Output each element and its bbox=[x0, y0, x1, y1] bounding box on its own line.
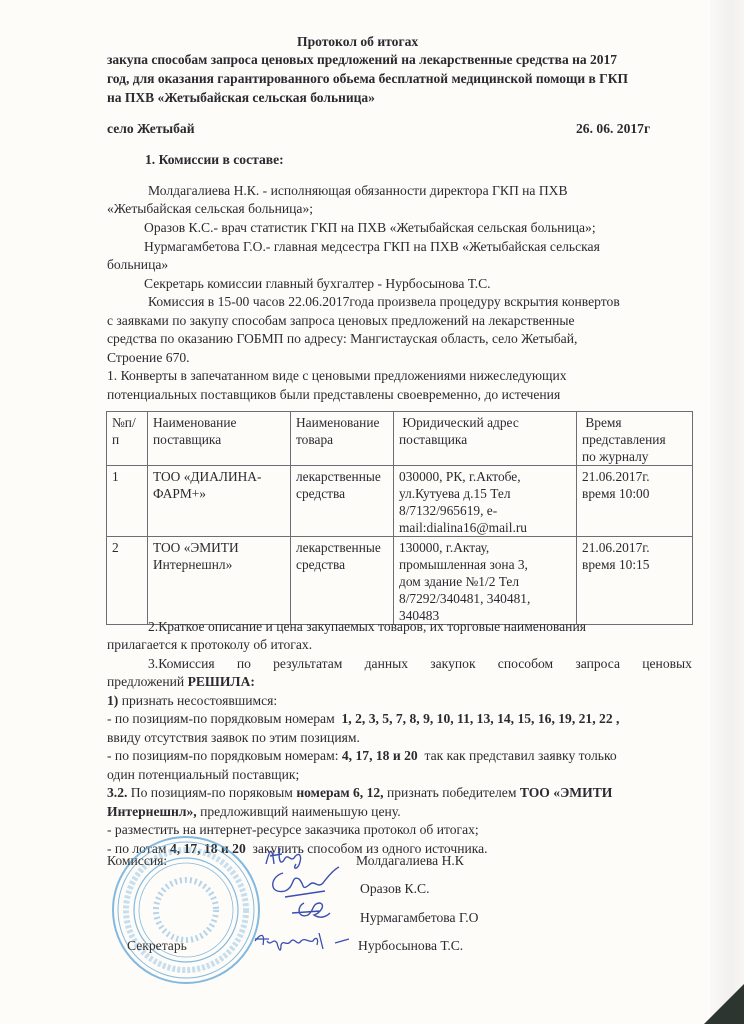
member-line: больница» bbox=[107, 257, 169, 272]
cell-goods: лекарственные средства bbox=[291, 466, 394, 537]
scan-corner-artifact bbox=[704, 984, 744, 1024]
positions-b-line: - по позициям-по порядковым номерам: 4, 17, 18 и 20 так как представил заявку только bbox=[107, 748, 617, 763]
signatory-name: Нурмагамбетова Г.О bbox=[360, 910, 479, 925]
item-3-2-line-2: Интернешнл», предложивщий наименьшую цену. bbox=[107, 804, 401, 819]
envelopes-line: потенциальных поставщиков были представлены своевременно, до истечения bbox=[107, 387, 561, 402]
procedure-line: Строение 670. bbox=[107, 350, 190, 365]
decision-line: предложений РЕШИЛА: bbox=[107, 674, 255, 689]
signatory-name: Молдагалиева Н.К bbox=[356, 853, 464, 868]
cell-number: 2 bbox=[107, 537, 148, 625]
member-line: Нурмагамбетова Г.О.- главная медсестра ГКП на ПХВ «Жетыбайская сельская bbox=[144, 239, 600, 254]
publish-line: - разместить на интернет-ресурсе заказчика протокол об итогах; bbox=[107, 822, 479, 837]
procedure-line: Комиссия в 15-00 часов 22.06.2017года произвела процедуру вскрытия конвертов bbox=[148, 294, 620, 309]
header-cell-supplier: Наименование поставщика bbox=[148, 412, 291, 466]
positions-b-line-2: один потенциальный поставщик; bbox=[107, 767, 300, 782]
item-1-line: 1) признать несостоявшимся: bbox=[107, 693, 278, 708]
cell-address: 130000, г.Актау, промышленная зона 3, дом здание №1/2 Тел 8/7292/340481, 340481, 340483 bbox=[394, 537, 577, 625]
scan-edge-shadow bbox=[710, 0, 744, 1024]
section-2-line: 2.Краткое описание и цена закупаемых товаров, их торговые наименования bbox=[148, 619, 586, 634]
section-2-line: прилагается к протоколу об итогах. bbox=[107, 637, 313, 652]
positions-a-line-2: ввиду отсутствия заявок по этим позициям. bbox=[107, 730, 360, 745]
signatory-name: Оразов К.С. bbox=[360, 881, 430, 896]
document-date: 26. 06. 2017г bbox=[576, 121, 651, 136]
cell-number: 1 bbox=[107, 466, 148, 537]
member-line: Оразов К.С.- врач статистик ГКП на ПХВ «Жетыбайская сельская больница»; bbox=[144, 220, 596, 235]
document-place: село Жетыбай bbox=[107, 121, 195, 136]
document-subtitle-line-2: год, для оказания гарантированного обьема бесплатной медицинской помощи в ГКП bbox=[107, 71, 629, 86]
secretary-label: Секретарь bbox=[127, 938, 187, 953]
positions-a-line: - по позициям-по порядковым номерам 1, 2, 3, 5, 7, 8, 9, 10, 11, 13, 14, 15, 16, 19, 21, 22 , bbox=[107, 711, 620, 726]
cell-address: 030000, РК, г.Актобе, ул.Кутуева д.15 Тел 8/7132/965619, e- mail:dialina16@mail.ru bbox=[394, 466, 577, 537]
suppliers-table bbox=[106, 411, 693, 625]
cell-goods: лекарственные средства bbox=[291, 537, 394, 625]
table-row bbox=[107, 537, 693, 625]
decision-label: РЕШИЛА: bbox=[187, 674, 255, 689]
document-subtitle-line-3: на ПХВ «Жетыбайская сельская больница» bbox=[107, 90, 375, 105]
member-line: Молдагалиева Н.К. - исполняющая обязанности директора ГКП на ПХВ bbox=[148, 183, 568, 198]
table-row bbox=[107, 466, 693, 537]
item-3-2-line: 3.2. По позициям-по поряковым номерам 6, 12, признать победителем ТОО «ЭМИТИ bbox=[107, 785, 613, 800]
cell-supplier: ТОО «ДИАЛИНА- ФАРМ+» bbox=[148, 466, 291, 537]
header-cell-time: Время представления по журналу bbox=[577, 412, 693, 466]
signatory-name: Нурбосынова Т.С. bbox=[358, 938, 464, 953]
cell-supplier: ТОО «ЭМИТИ Интернешнл» bbox=[148, 537, 291, 625]
envelopes-line: 1. Конверты в запечатанном виде с ценовыми предложениями нижеследующих bbox=[107, 368, 567, 383]
secretary-line: Секретарь комиссии главный бухгалтер - Нурбосынова Т.С. bbox=[144, 276, 491, 291]
section-3-intro-line: 3.Комиссия по результатам данных закупок способом запроса ценовых bbox=[148, 656, 692, 671]
header-cell-address: Юридический адрес поставщика bbox=[394, 412, 577, 466]
signature-nurbosynova bbox=[251, 925, 355, 959]
document-title: Протокол об итогах bbox=[297, 34, 419, 49]
signature-orazov bbox=[265, 865, 345, 901]
table-header-row bbox=[107, 412, 693, 466]
header-cell-goods: Наименование товара bbox=[291, 412, 394, 466]
procedure-line: средства по оказанию ГОБМП по адресу: Мангистауская область, село Жетыбай, bbox=[107, 331, 578, 346]
procedure-line: с заявками по закупу способам запроса ценовых предложений на лекарственные bbox=[107, 313, 575, 328]
section-1-heading: 1. Комиссии в составе: bbox=[145, 152, 284, 167]
commission-label: Комиссия: bbox=[107, 853, 168, 868]
cell-time: 21.06.2017г. время 10:15 bbox=[577, 537, 693, 625]
cell-time: 21.06.2017г. время 10:00 bbox=[577, 466, 693, 537]
lots-line: - по лотам 4, 17, 18 и 20 закупить способом из одного источника. bbox=[107, 841, 488, 856]
document-subtitle-line-1: закупа способам запроса ценовых предложений на лекарственные средства на 2017 bbox=[107, 52, 617, 67]
signature-nurmagambetova bbox=[290, 897, 332, 923]
member-line: «Жетыбайская сельская больница»; bbox=[107, 201, 314, 216]
header-cell-number: №п/п bbox=[107, 412, 148, 466]
